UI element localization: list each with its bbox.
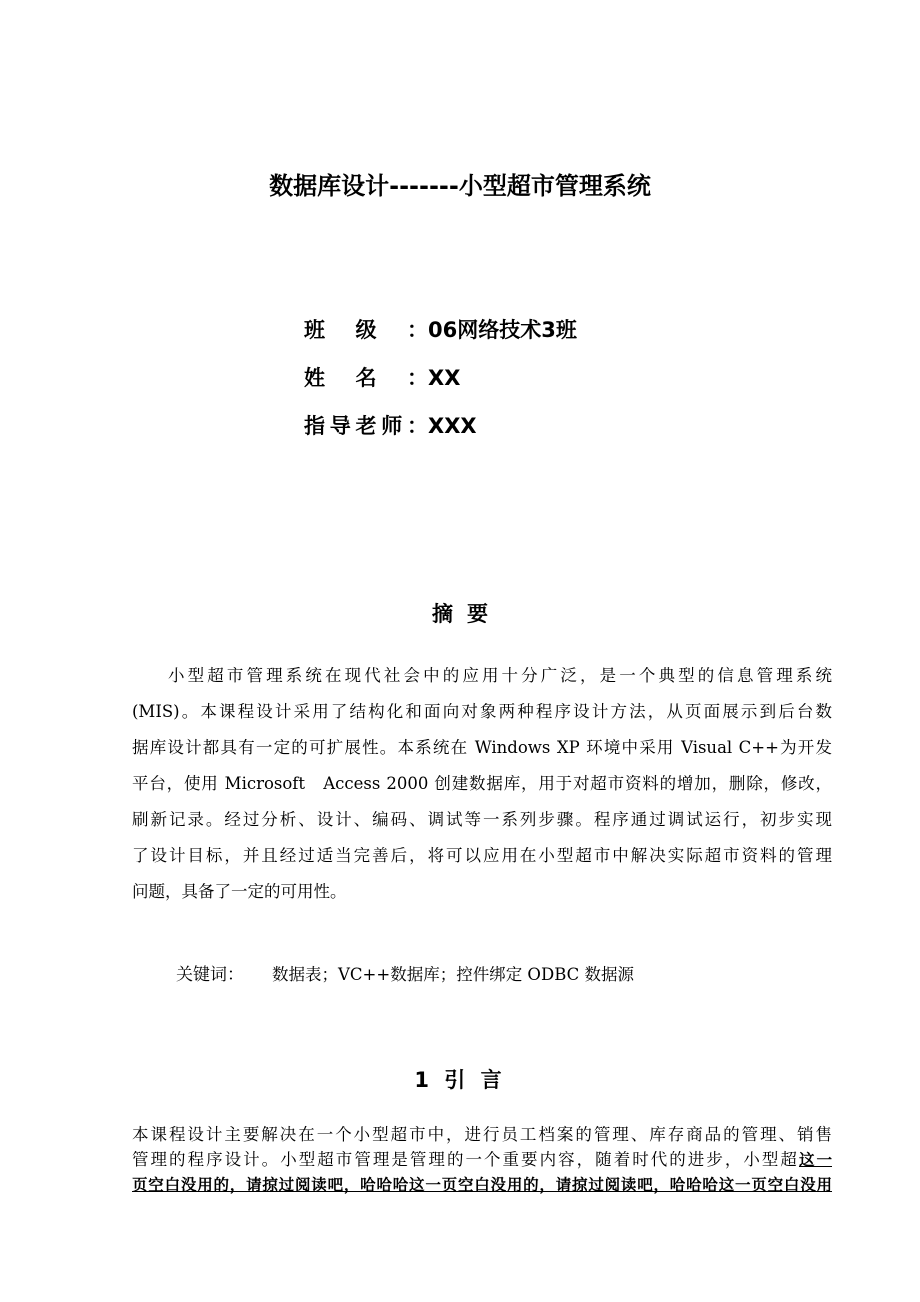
info-name [304,362,460,392]
info-advisor [304,410,477,440]
intro-underlined-text: 这一 [798,1151,832,1169]
abstract-line: 问题，具备了一定的可用性。 [132,882,347,901]
abstract-line: (MIS)。本课程设计采用了结构化和面向对象两种程序设计方法，从页面展示到后台数 [132,702,832,721]
keywords [176,960,634,985]
intro-text: 管理的程序设计。小型超市管理是管理的一个重要内容，随着时代的进步，小型超 [132,1150,799,1169]
intro-line: 本课程设计主要解决在一个小型超市中，进行员工档案的管理、库存商品的管理、销售 [132,1125,832,1144]
info-class [304,314,577,344]
info-label: 班级： [304,318,428,342]
abstract-line: 据库设计都具有一定的可扩展性。本系统在 Windows XP 环境中采用 Visual C++为开发 [132,738,832,757]
intro-underlined-line: 页空白没用的，请掠过阅读吧，哈哈哈这一页空白没用的，请掠过阅读吧，哈哈哈这一页空白没用 [132,1176,832,1194]
info-label: 姓名： [304,366,428,390]
abstract-line: 小型超市管理系统在现代社会中的应用十分广泛，是一个典型的信息管理系统 [168,666,832,685]
info-value: XX [428,366,461,390]
info-label: 指导老师： [304,414,428,438]
abstract-line: 了设计目标，并且经过适当完善后，将可以应用在小型超市中解决实际超市资料的管理 [132,846,832,865]
intro-heading: 1 引 言 [414,1068,506,1092]
keywords-label: 关键词： [176,965,244,985]
document-title: 数据库设计-------小型超市管理系统 [269,172,651,200]
info-value: 06网络技术3班 [428,318,577,342]
abstract-line: 平台，使用 Microsoft Access 2000 创建数据库，用于对超市资料的增加，删除，修改， [132,774,832,793]
abstract-line: 刷新记录。经过分析、设计、编码、调试等一系列步骤。程序通过调试运行，初步实现 [132,810,832,829]
info-value: XXX [428,414,477,438]
abstract-heading: 摘要 [432,602,502,626]
keywords-value: 数据表；VC++数据库；控件绑定 ODBC 数据源 [272,965,634,984]
intro-line [132,1150,832,1170]
